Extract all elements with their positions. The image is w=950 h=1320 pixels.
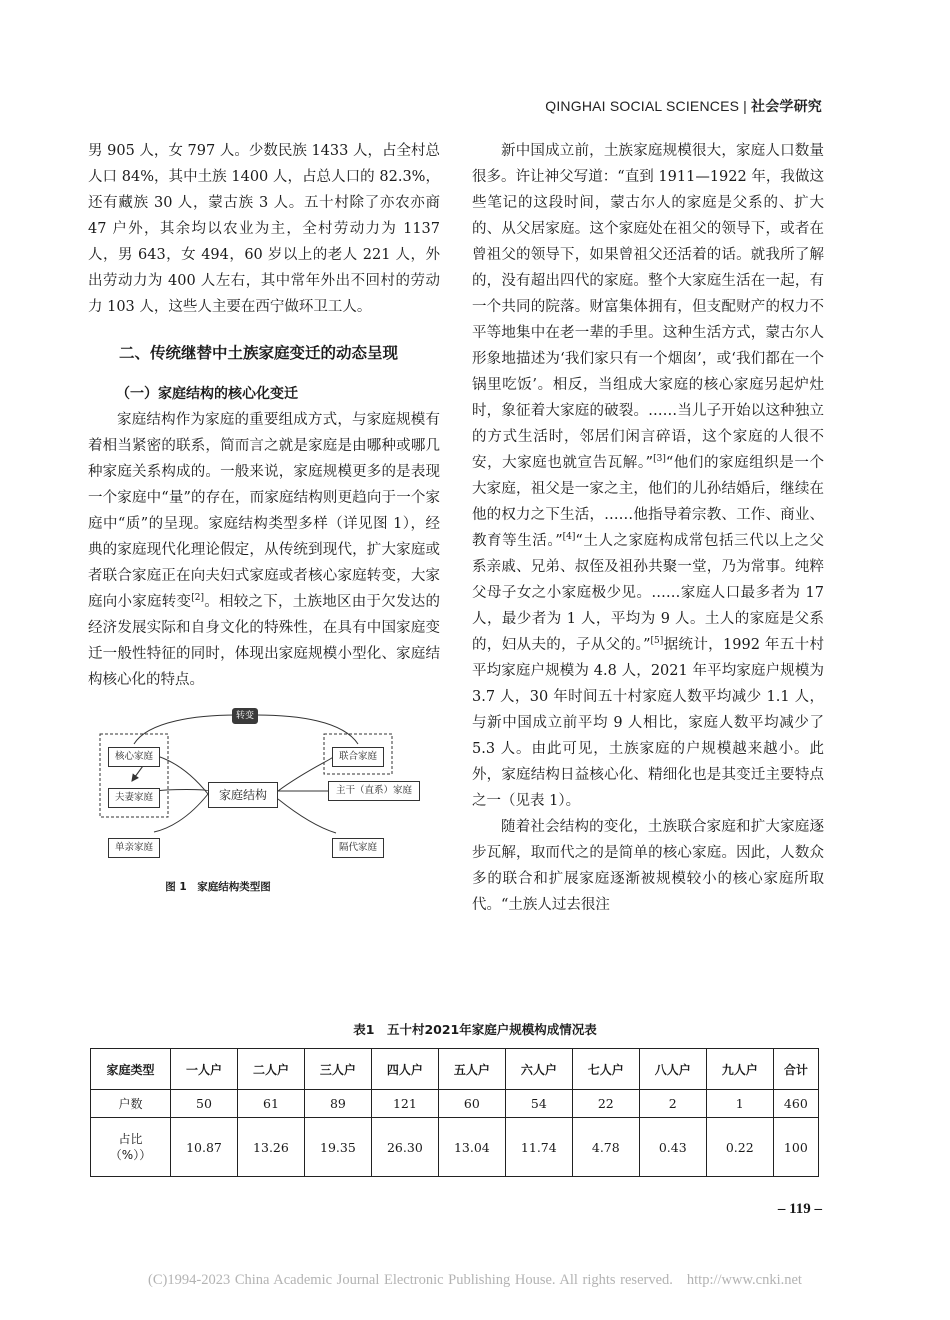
left-column [88,138,440,914]
table-header-cell: 二人户 [237,1049,304,1090]
table-header-cell: 六人户 [505,1049,572,1090]
table-cell: 26.30 [371,1118,438,1177]
table-header-cell: 四人户 [371,1049,438,1090]
section-name-cn: 社会学研究 [751,98,822,114]
node-nuclear-family: 核心家庭 [108,747,160,767]
table-header-cell: 五人户 [438,1049,505,1090]
table-cell: 22 [572,1090,639,1118]
node-skip-generation-family: 隔代家庭 [332,838,384,858]
table-header-row [91,1049,819,1090]
right-paragraph-1 [472,138,824,814]
table-cell: 61 [237,1090,304,1118]
table-header-cell: 九人户 [706,1049,773,1090]
table-header-cell: 一人户 [171,1049,238,1090]
table-row-label: 户数 [91,1090,171,1118]
table-cell: 460 [773,1090,818,1118]
node-family-structure: 家庭结构 [208,782,278,808]
table-cell: 2 [639,1090,706,1118]
citation-ref-2[interactable]: [2] [191,593,204,604]
table-header-cell: 合计 [773,1049,818,1090]
table-cell: 100 [773,1118,818,1177]
header-separator: | [743,98,747,114]
table-cell: 60 [438,1090,505,1118]
right-paragraph-2: 随着社会结构的变化，土族联合家庭和扩大家庭逐步瓦解，取而代之的是简单的核心家庭。因此，人数众多的联合和扩展家庭逐渐被规模较小的核心家庭所取代。“土族人过去很注 [472,819,824,913]
table-title: 表1 五十村2021年家庭户规模构成情况表 [353,1022,597,1037]
node-couple-family: 夫妻家庭 [108,788,160,808]
right-paragraph-1-text-c: “土人之家庭构成常包括三代以上之父系亲戚、兄弟、叔侄及祖孙共聚一堂，乃为常事。纯粹父母子女之小家庭极少见。……家庭人口最多者为 17 人，最少者为 1 人，平均为 9 人。土人的家庭是父系的，妇从夫的，子从父的。” [472,533,824,653]
table-cell: 54 [505,1090,572,1118]
section-heading: 二、传统继替中土族家庭变迁的动态呈现 [119,344,399,362]
table-header-cell: 七人户 [572,1049,639,1090]
family-structure-figure [88,709,440,914]
table-cell: 11.74 [505,1118,572,1177]
node-stem-family: 主干（直系）家庭 [328,781,420,801]
table-row [91,1090,819,1118]
table-cell: 10.87 [171,1118,238,1177]
citation-ref-3[interactable]: [3] [653,454,666,465]
table-cell: 13.04 [438,1118,505,1177]
table-header-cell: 三人户 [304,1049,371,1090]
table-row [91,1118,819,1177]
table-header-cell: 八人户 [639,1049,706,1090]
subsection-heading: （一）家庭结构的核心化变迁 [116,386,298,402]
table-cell: 4.78 [572,1118,639,1177]
left-paragraph-1: 男 905 人，女 797 人。少数民族 1433 人，占全村总人口 84%，其中土族 1400 人，占总人口的 82.3%，还有藏族 30 人，蒙古族 3 人。五十村除了亦农亦商 47 户外，其余均以农业为主，全村劳动力为 1137 人，男 643，女 494，60 岁以上的老人 221 人，外出劳动力为 400 人左右，其中常年外出不回村的劳动力 103 人，这些人主要在西宁做环卫工人。 [88,143,440,315]
left-paragraph-2 [88,407,440,693]
table-header-cell: 家庭类型 [91,1049,171,1090]
table-cell: 13.26 [237,1118,304,1177]
figure-caption: 图 1 家庭结构类型图 [165,881,271,893]
table-cell: 19.35 [304,1118,371,1177]
right-paragraph-1-text-b: “他们的家庭组织是一个大家庭，祖父是一家之主，他们的儿孙结婚后，继续在他的权力之下生活，……他指导着宗教、工作、商业、教育等生活。” [472,455,824,549]
left-paragraph-2-text-a: 家庭结构作为家庭的重要组成方式，与家庭规模有着相当紧密的联系，简而言之就是家庭是由哪种或哪几种家庭关系构成的。一般来说，家庭规模更多的是表现一个家庭中“量”的存在，而家庭结构则更趋向于一个家庭中“质”的呈现。家庭结构类型多样（详见图 1），经典的家庭现代化理论假定，从传统到现代，扩大家庭或者联合家庭正在向夫妇式家庭或者核心家庭转变，大家庭向小家庭转变 [88,412,440,610]
node-single-parent-family: 单亲家庭 [108,838,160,858]
right-paragraph-1-text-a: 新中国成立前，土族家庭规模很大，家庭人口数量很多。许让神父写道：“直到 1911—1922 年，我做这些笔记的这段时间，蒙古尔人的家庭是父系的、扩大的、从父居家庭。这个家庭处在祖父的领导下，或者在曾祖父的领导下，如果曾祖父还活着的话。就我所了解的，没有超出四代的家庭。整个大家庭生活在一起，有一个共同的院落。财富集体拥有，但支配财产的权力不平等地集中在老一辈的手里。这种生活方式，蒙古尔人形象地描述为‘我们家只有一个烟囱’，或‘我们都在一个锅里吃饭’。相反，当组成大家庭的核心家庭另起炉灶时，象征着大家庭的破裂。……当儿子开始以这种独立的方式生活时，邻居们闲言碎语，这个家庭的人很不安，大家庭也就宣告瓦解。” [472,143,824,471]
footer-url[interactable]: http://www.cnki.net [686,1272,802,1288]
citation-ref-5[interactable]: [5] [650,636,664,647]
table-cell: 121 [371,1090,438,1118]
copyright-footer [0,1272,950,1289]
journal-name-en: QINGHAI SOCIAL SCIENCES [545,98,740,114]
row-label-line-2: （%）） [109,1148,152,1162]
row-label-line-1: 占比 [118,1132,143,1146]
running-header [545,96,822,116]
copyright-text: (C)1994-2023 China Academic Journal Electronic Publishing House. All rights reserved. [148,1272,673,1288]
node-transform: 转变 [232,708,258,724]
right-paragraph-1-text-d: 据统计，1992 年五十村平均家庭户规模为 4.8 人，2021 年平均家庭户规模为 3.7 人，30 年时间五十村家庭人数平均减少 1.1 人，与新中国成立前平均 9 人相比，家庭人数平均减少了 5.3 人。由此可见，土族家庭的户规模越来越小。此外，家庭结构日益核心化、精细化也是其变迁主要特点之一（见表 1）。 [472,637,824,809]
table-row-label [91,1118,171,1177]
table-cell: 89 [304,1090,371,1118]
table-cell: 50 [171,1090,238,1118]
page-number: – 119 – [777,1201,822,1217]
left-paragraph-2-text-b: 。相较之下，土族地区由于欠发达的经济发展实际和自身文化的特殊性，在具有中国家庭变迁一般性特征的同时，体现出家庭规模小型化、家庭结构核心化的特点。 [88,594,440,688]
table-cell: 0.22 [706,1118,773,1177]
right-column [472,138,824,918]
node-joint-family: 联合家庭 [332,747,384,767]
table-cell: 1 [706,1090,773,1118]
citation-ref-4[interactable]: [4] [562,532,576,543]
table-cell: 0.43 [639,1118,706,1177]
household-size-table [90,1048,819,1177]
